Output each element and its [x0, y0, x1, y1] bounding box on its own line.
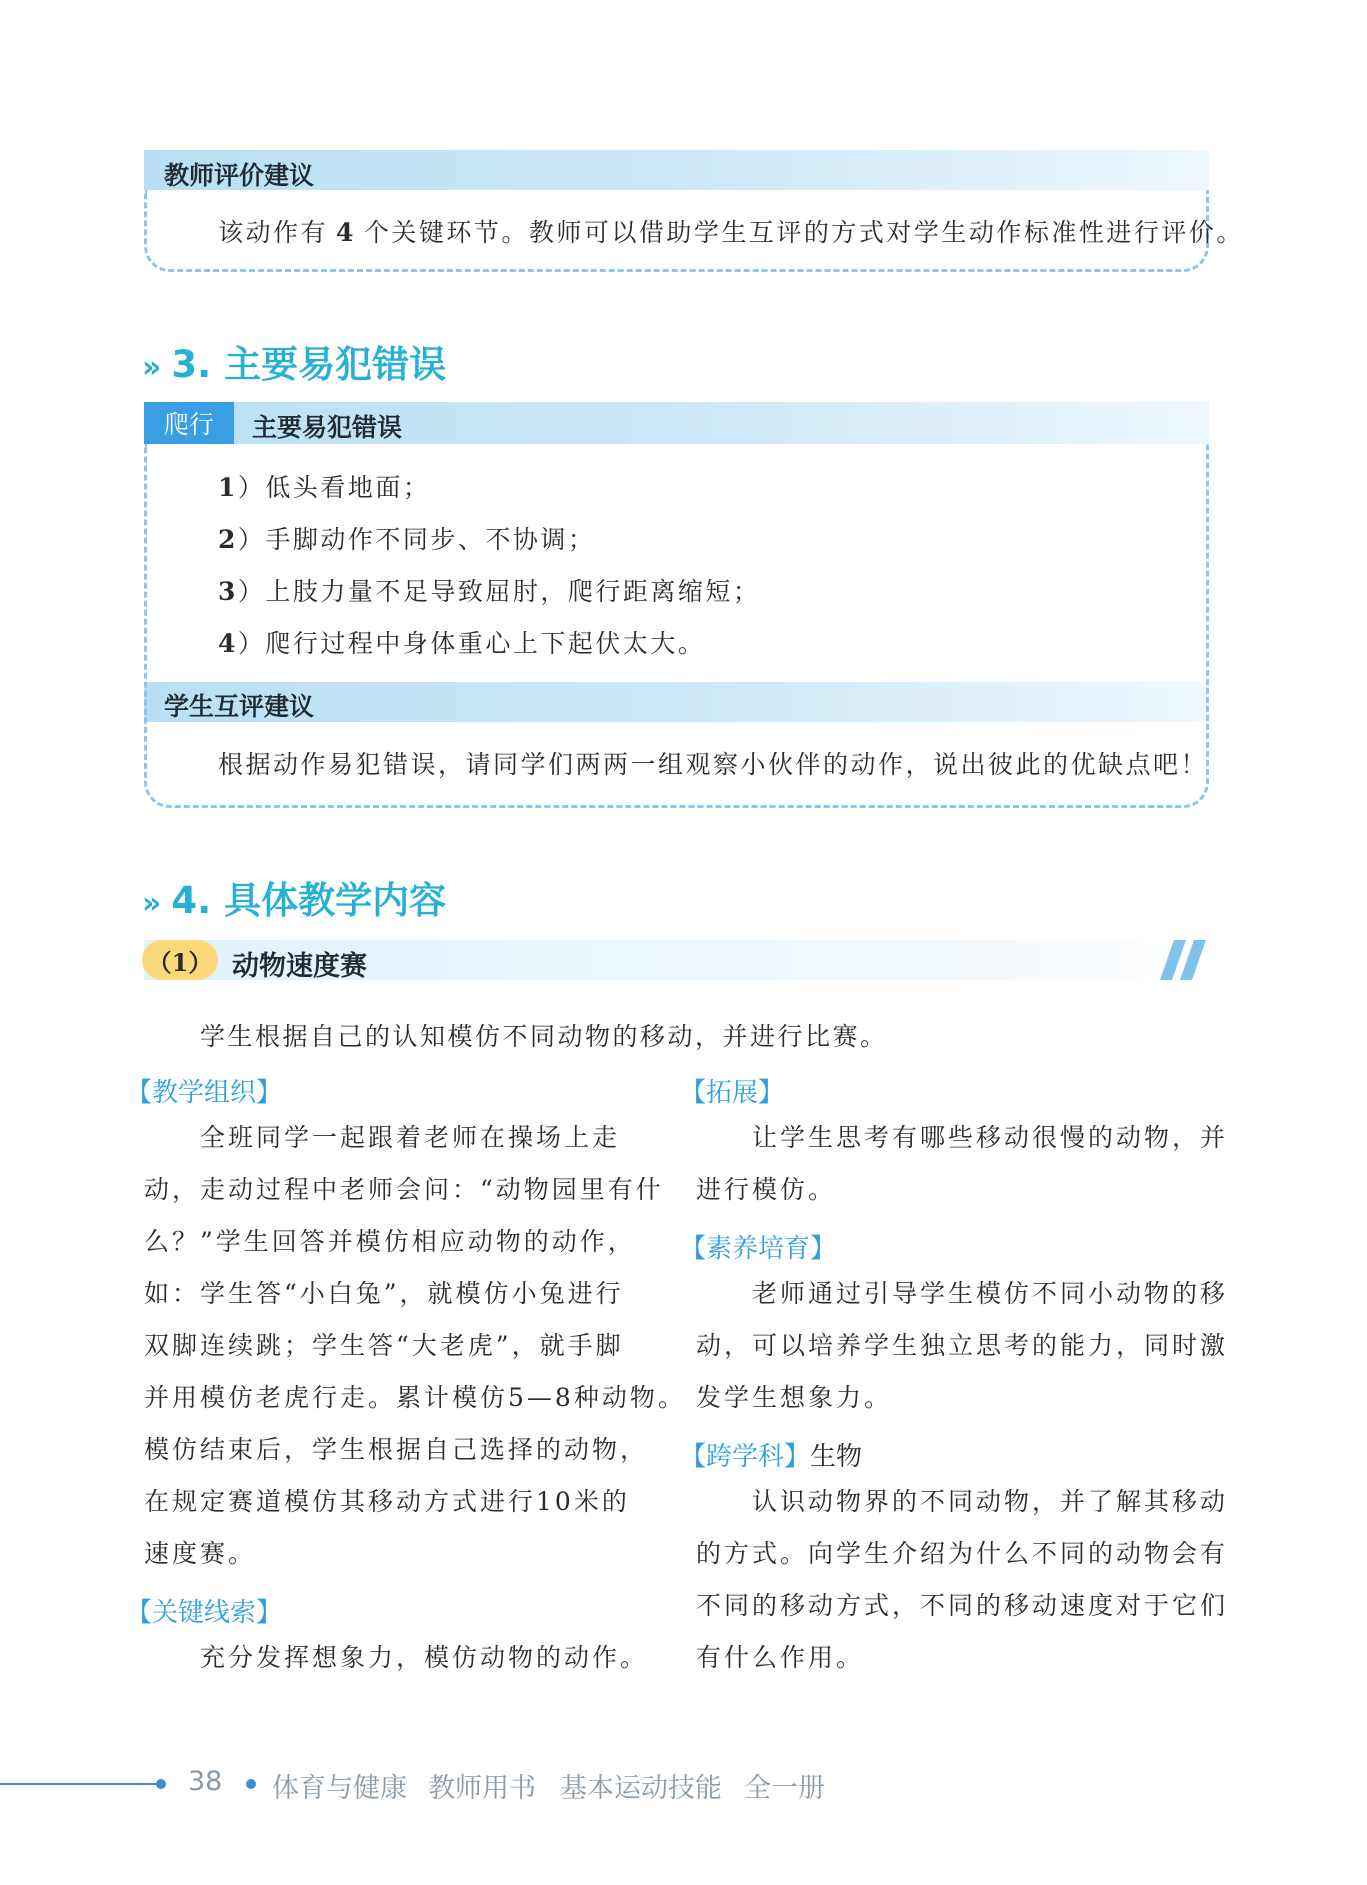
cross-line: 有什么作用。 — [696, 1643, 865, 1672]
footer-volume: 全一册 — [744, 1773, 825, 1804]
footer-dot — [246, 1779, 256, 1789]
literacy-line: 动，可以培养学生独立思考的能力，同时激 — [696, 1331, 1229, 1360]
footer-subject: 体育与健康 — [272, 1773, 407, 1804]
org-text — [144, 1112, 686, 1580]
org-line: 动，走动过程中老师会问：“动物园里有什 — [144, 1175, 664, 1204]
org-line: 么？”学生回答并模仿相应动物的动作， — [144, 1227, 636, 1256]
footer-rule — [0, 1783, 158, 1785]
cross-subject-text — [696, 1476, 1228, 1684]
errors-box-title: 主要易犯错误 — [252, 413, 403, 442]
subsection-title: 动物速度赛 — [232, 951, 367, 982]
error-item: 3）上肢力量不足导致屈肘，爬行距离缩短； — [218, 577, 761, 606]
clue-label: 【关键线索】 — [126, 1598, 283, 1628]
literacy-line: 发学生想象力。 — [696, 1383, 893, 1412]
literacy-line: 老师通过引导学生模仿不同小动物的移 — [696, 1279, 1229, 1308]
crawl-tag: 爬行 — [144, 402, 234, 444]
cross-line: 不同的移动方式，不同的移动速度对于它们 — [696, 1591, 1229, 1620]
errors-box-border — [144, 444, 1209, 808]
eval-box-title: 教师评价建议 — [164, 161, 315, 190]
cross-line: 的方式。向学生介绍为什么不同的动物会有 — [696, 1539, 1229, 1568]
subsection-stripes-decor — [1160, 940, 1210, 980]
extension-label: 【拓展】 — [680, 1078, 785, 1108]
org-line: 双脚连续跳；学生答“大老虎”，就手脚 — [144, 1331, 624, 1360]
error-item: 2）手脚动作不同步、不协调； — [218, 525, 596, 554]
literacy-label: 【素养培育】 — [680, 1234, 837, 1264]
clue-text: 充分发挥想象力，模仿动物的动作。 — [144, 1643, 649, 1672]
peer-review-title: 学生互评建议 — [164, 692, 315, 721]
literacy-text — [696, 1268, 1228, 1424]
org-line: 全班同学一起跟着老师在操场上走 — [144, 1123, 621, 1152]
org-line: 速度赛。 — [144, 1539, 257, 1568]
org-line: 并用模仿老虎行走。累计模仿5—8种动物。 — [144, 1383, 686, 1412]
cross-subject-label: 【跨学科】生物 — [680, 1442, 863, 1472]
page-number: 38 — [188, 1766, 223, 1797]
org-label: 【教学组织】 — [126, 1078, 283, 1108]
error-item: 4）爬行过程中身体重心上下起伏太大。 — [218, 629, 706, 658]
cross-subject-value: 生物 — [810, 1442, 863, 1472]
eval-box-text: 该动作有 4 个关键环节。教师可以借助学生互评的方式对学生动作标准性进行评价。 — [218, 218, 1244, 247]
footer-dot — [156, 1779, 166, 1789]
extension-text — [696, 1112, 1228, 1216]
cross-line: 认识动物界的不同动物，并了解其移动 — [696, 1487, 1229, 1516]
peer-review-text: 根据动作易犯错误，请同学们两两一组观察小伙伴的动作，说出彼此的优缺点吧！ — [218, 750, 1209, 779]
extension-line: 让学生思考有哪些移动很慢的动物，并 — [696, 1123, 1229, 1152]
org-line: 模仿结束后，学生根据自己选择的动物， — [144, 1435, 649, 1464]
intro-text: 学生根据自己的认知模仿不同动物的移动，并进行比赛。 — [200, 1022, 888, 1051]
org-line: 如：学生答“小白兔”，就模仿小兔进行 — [144, 1279, 624, 1308]
footer-book: 教师用书 — [428, 1773, 536, 1804]
section-3-title: » 3. 主要易犯错误 — [142, 343, 447, 386]
subsection-number-pill: （1） — [142, 940, 218, 980]
extension-line: 进行模仿。 — [696, 1175, 837, 1204]
footer-topic: 基本运动技能 — [560, 1773, 722, 1804]
org-line: 在规定赛道模仿其移动方式进行10米的 — [144, 1487, 630, 1516]
error-item: 1）低头看地面； — [218, 473, 431, 502]
section-4-title: » 4. 具体教学内容 — [142, 879, 447, 922]
